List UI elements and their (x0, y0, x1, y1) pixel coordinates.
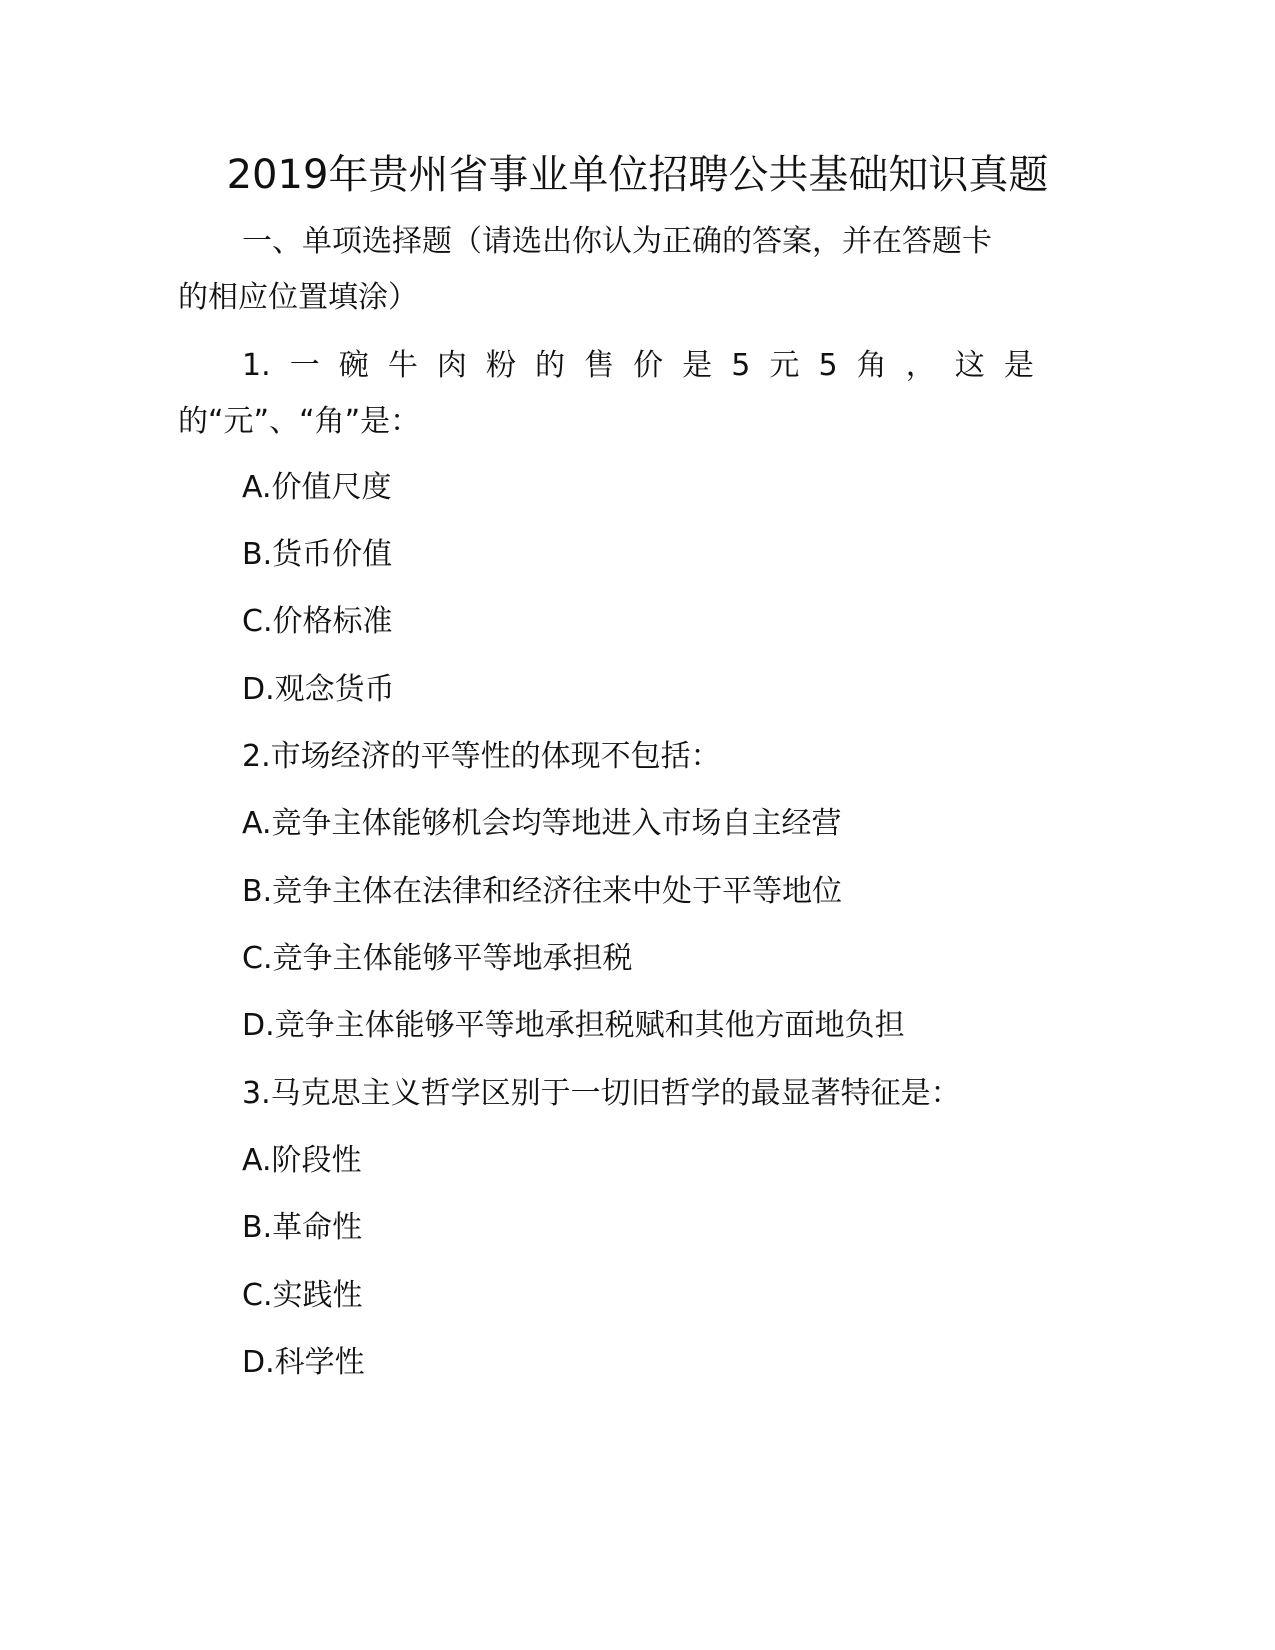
question-1-stem-char: 这 (954, 348, 985, 383)
question-1-option-a: A.价值尺度 (242, 470, 392, 505)
question-1-stem-line1 (242, 346, 1034, 386)
question-3-option-a: A.阶段性 (242, 1143, 362, 1178)
question-1-option-c: C.价格标准 (242, 604, 393, 639)
question-2-option-d: D.竞争主体能够平等地承担税赋和其他方面地负担 (242, 1008, 905, 1043)
question-3-option-d: D.科学性 (242, 1345, 365, 1380)
question-1-stem-char: 5 (731, 348, 751, 383)
question-3-option-b: B.革命性 (242, 1210, 363, 1245)
question-1-stem-char: 5 (818, 348, 838, 383)
question-3-stem: 3.马克思主义哲学区别于一切旧哲学的最显著特征是： (242, 1076, 961, 1111)
question-1-stem-line2: 的“元”、“角”是： (178, 404, 421, 439)
question-1-stem-char: 的 (535, 348, 565, 383)
section-heading-line2: 的相应位置填涂） (178, 280, 418, 315)
question-1-stem-char: 元 (769, 348, 800, 383)
section-heading-line1: 一、单项选择题（请选出你认为正确的答案，并在答题卡 (242, 224, 992, 259)
question-1-stem-char: ， (905, 348, 936, 383)
question-1-stem-char: 角 (856, 348, 887, 383)
question-1-stem-char: 是 (682, 348, 713, 383)
question-2-stem: 2.市场经济的平等性的体现不包括： (242, 739, 721, 774)
question-2-option-c: C.竞争主体能够平等地承担税 (242, 941, 633, 976)
question-1-option-b: B.货币价值 (242, 537, 393, 572)
question-1-stem-char: 肉 (436, 348, 467, 383)
question-1-stem-char: 碗 (338, 348, 369, 383)
question-1-stem-char: 是 (1003, 348, 1034, 383)
question-1-stem-char: 1. (242, 348, 271, 383)
question-1-stem-char: 牛 (387, 348, 418, 383)
question-1-option-d: D.观念货币 (242, 672, 395, 707)
question-1-stem-char: 一 (289, 348, 320, 383)
question-2-option-a: A.竞争主体能够机会均等地进入市场自主经营 (242, 806, 842, 841)
question-3-option-c: C.实践性 (242, 1278, 363, 1313)
question-2-option-b: B.竞争主体在法律和经济往来中处于平等地位 (242, 874, 843, 909)
question-1-stem-char: 售 (584, 348, 615, 383)
document-title: 2019年贵州省事业单位招聘公共基础知识真题 (226, 152, 1049, 198)
question-1-stem-char: 粉 (485, 348, 516, 383)
question-1-stem-char: 价 (633, 348, 664, 383)
